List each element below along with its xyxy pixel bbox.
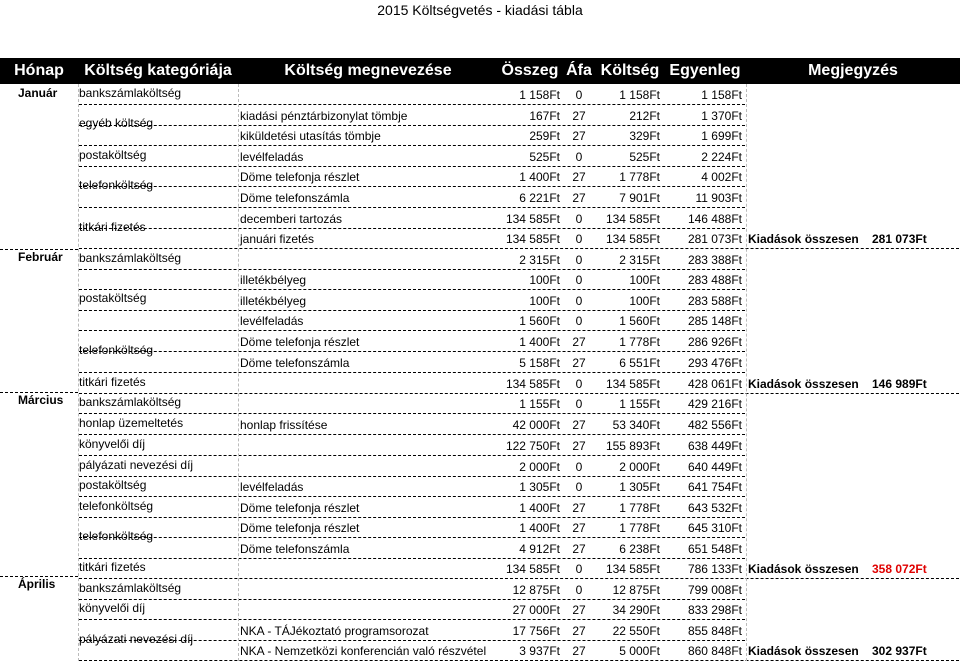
column-separator [746, 84, 747, 661]
item-amount: 167Ft [529, 109, 560, 123]
item-balance: 146 488Ft [687, 212, 742, 226]
item-vat: 0 [575, 397, 583, 411]
item-month-total: 302 937Ft [872, 644, 927, 658]
item-amount: 525Ft [529, 150, 560, 164]
row-separator [79, 351, 745, 352]
item-name: Döme telefonja részlet [240, 521, 360, 535]
row-separator [79, 186, 745, 187]
item-cost: 329Ft [629, 129, 660, 143]
category-cell: telefonköltség [79, 343, 154, 357]
item-balance: 281 073Ft [687, 232, 742, 246]
item-vat: 0 [575, 88, 583, 102]
item-cost: 34 290Ft [612, 603, 660, 617]
category-cell: egyéb költség [79, 116, 154, 130]
category-cell: telefonköltség [79, 529, 154, 543]
item-cost: 2 000Ft [619, 460, 660, 474]
item-vat: 0 [575, 460, 583, 474]
item-amount: 2 000Ft [519, 460, 560, 474]
item-cost: 1 560Ft [619, 314, 660, 328]
item-vat: 27 [572, 521, 586, 535]
item-name: januári fizetés [240, 232, 315, 246]
row-separator [79, 145, 745, 146]
item-vat: 0 [575, 150, 583, 164]
item-balance: 283 388Ft [687, 253, 742, 267]
item-month-total: 146 989Ft [872, 377, 927, 391]
item-balance: 428 061Ft [687, 377, 742, 391]
category-cell: pályázati nevezési díj [79, 632, 194, 646]
header-vat[interactable]: Áfa [566, 62, 592, 79]
item-cost: 1 305Ft [619, 480, 660, 494]
item-balance: 1 158Ft [701, 88, 742, 102]
row-separator [79, 330, 745, 331]
row-separator [79, 496, 745, 497]
row-separator [79, 578, 959, 579]
row-separator [79, 104, 745, 105]
item-balance: 4 002Ft [701, 170, 742, 184]
item-month-total: 358 072Ft [872, 562, 927, 576]
item-balance: 283 588Ft [687, 294, 742, 308]
item-vat: 0 [575, 232, 583, 246]
item-name: Döme telefonszámla [240, 191, 350, 205]
item-vat: 27 [572, 356, 586, 370]
item-vat: 0 [575, 212, 583, 226]
item-cost: 212Ft [629, 109, 660, 123]
category-cell: postaköltség [79, 478, 147, 492]
category-cell: postaköltség [79, 291, 147, 305]
category-cell: titkári fizetés [79, 560, 146, 574]
item-balance: 855 848Ft [687, 624, 742, 638]
item-vat: 0 [575, 583, 583, 597]
item-amount: 134 585Ft [505, 377, 560, 391]
item-cost: 6 238Ft [619, 542, 660, 556]
item-balance: 11 903Ft [695, 191, 742, 205]
item-month-total: 281 073Ft [872, 232, 927, 246]
item-amount: 1 560Ft [519, 314, 560, 328]
row-separator [79, 372, 745, 373]
item-vat: 0 [575, 253, 583, 267]
item-amount: 1 400Ft [519, 335, 560, 349]
header-note[interactable]: Megjegyzés [808, 62, 898, 79]
item-amount: 4 912Ft [519, 542, 560, 556]
item-name: Döme telefonja részlet [240, 170, 360, 184]
header-name[interactable]: Költség megnevezése [284, 62, 452, 79]
category-cell: telefonköltség [79, 499, 154, 513]
item-amount: 259Ft [529, 129, 560, 143]
item-vat: 0 [575, 562, 583, 576]
item-amount: 2 315Ft [519, 253, 560, 267]
item-balance: 860 848Ft [687, 644, 742, 658]
item-vat: 27 [572, 501, 586, 515]
row-separator [79, 619, 745, 620]
month-label-february: Február [18, 250, 63, 264]
item-cost: 1 778Ft [619, 501, 660, 515]
item-vat: 27 [572, 191, 586, 205]
row-separator [79, 248, 959, 249]
item-balance: 641 754Ft [687, 480, 742, 494]
item-note: Kiadások összesen [748, 232, 859, 246]
item-cost: 1 778Ft [619, 521, 660, 535]
row-separator [79, 289, 745, 290]
item-vat: 27 [572, 418, 586, 432]
item-amount: 5 158Ft [519, 356, 560, 370]
item-cost: 155 893Ft [605, 439, 660, 453]
item-vat: 27 [572, 170, 586, 184]
item-name: levélfeladás [240, 150, 304, 164]
item-cost: 12 875Ft [612, 583, 660, 597]
item-amount: 134 585Ft [505, 212, 560, 226]
item-amount: 1 305Ft [519, 480, 560, 494]
item-amount: 122 750Ft [505, 439, 560, 453]
item-amount: 100Ft [529, 273, 560, 287]
item-name: NKA - TÁJékoztató programsorozat [240, 624, 429, 638]
item-name: decemberi tartozás [240, 212, 343, 226]
item-name: illetékbélyeg [240, 273, 307, 287]
table-row[interactable] [0, 270, 960, 290]
item-cost: 2 315Ft [619, 253, 660, 267]
item-vat: 0 [575, 294, 583, 308]
item-cost: 134 585Ft [605, 212, 660, 226]
item-vat: 27 [572, 109, 586, 123]
category-cell: bankszámlaköltség [79, 581, 182, 595]
item-name: Döme telefonja részlet [240, 335, 360, 349]
row-separator [79, 455, 745, 456]
item-name: levélfeladás [240, 480, 304, 494]
item-vat: 27 [572, 644, 586, 658]
item-amount: 17 756Ft [512, 624, 560, 638]
item-amount: 1 400Ft [519, 170, 560, 184]
item-vat: 0 [575, 314, 583, 328]
item-note: Kiadások összesen [748, 562, 859, 576]
item-vat: 0 [575, 273, 583, 287]
category-cell: titkári fizetés [79, 220, 146, 234]
item-vat: 27 [572, 603, 586, 617]
item-cost: 1 158Ft [619, 88, 660, 102]
item-vat: 27 [572, 129, 586, 143]
row-separator [79, 413, 745, 414]
item-amount: 1 400Ft [519, 521, 560, 535]
item-amount: 12 875Ft [512, 583, 560, 597]
item-amount: 6 221Ft [519, 191, 560, 205]
header-month[interactable]: Hónap [14, 62, 64, 79]
item-balance: 429 216Ft [687, 397, 742, 411]
table-row[interactable] [0, 311, 960, 331]
item-note: Kiadások összesen [748, 644, 859, 658]
item-balance: 833 298Ft [687, 603, 742, 617]
header-amount[interactable]: Összeg [501, 62, 559, 79]
item-amount: 134 585Ft [505, 232, 560, 246]
item-cost: 1 778Ft [619, 335, 660, 349]
item-balance: 1 370Ft [701, 109, 742, 123]
item-cost: 53 340Ft [612, 418, 660, 432]
item-cost: 100Ft [629, 294, 660, 308]
item-cost: 22 550Ft [612, 624, 660, 638]
item-balance: 786 133Ft [687, 562, 742, 576]
item-name: honlap frissítése [240, 418, 328, 432]
item-cost: 1 778Ft [619, 170, 660, 184]
item-balance: 293 476Ft [687, 356, 742, 370]
item-cost: 5 000Ft [619, 644, 660, 658]
item-balance: 286 926Ft [687, 335, 742, 349]
item-balance: 283 488Ft [687, 273, 742, 287]
item-balance: 638 449Ft [687, 439, 742, 453]
item-cost: 7 901Ft [619, 191, 660, 205]
item-vat: 27 [572, 542, 586, 556]
item-vat: 0 [575, 480, 583, 494]
category-cell: könyvelői díj [79, 601, 146, 615]
item-cost: 134 585Ft [605, 232, 660, 246]
item-name: levélfeladás [240, 314, 304, 328]
item-note: Kiadások összesen [748, 377, 859, 391]
item-cost: 6 551Ft [619, 356, 660, 370]
category-cell: könyvelői díj [79, 437, 146, 451]
item-amount: 27 000Ft [512, 603, 560, 617]
header-category[interactable]: Költség kategóriája [84, 62, 232, 79]
row-separator [79, 537, 745, 538]
item-name: illetékbélyeg [240, 294, 307, 308]
header-cost[interactable]: Költség [600, 62, 660, 79]
category-cell: bankszámlaköltség [79, 86, 182, 100]
category-cell: bankszámlaköltség [79, 395, 182, 409]
item-cost: 134 585Ft [605, 562, 660, 576]
item-cost: 1 155Ft [619, 397, 660, 411]
item-name: Döme telefonszámla [240, 356, 350, 370]
item-name: Döme telefonszámla [240, 542, 350, 556]
item-name: Döme telefonja részlet [240, 501, 360, 515]
month-label-april: Április [18, 577, 56, 591]
item-amount: 3 937Ft [519, 644, 560, 658]
item-name: kiadási pénztárbizonylat tömbje [240, 109, 408, 123]
item-balance: 1 699Ft [701, 129, 742, 143]
item-amount: 100Ft [529, 294, 560, 308]
item-balance: 640 449Ft [687, 460, 742, 474]
row-separator [79, 207, 745, 208]
item-balance: 799 008Ft [687, 583, 742, 597]
item-name: kiküldetési utasítás tömbje [240, 129, 381, 143]
category-cell: bankszámlaköltség [79, 251, 182, 265]
item-cost: 525Ft [629, 150, 660, 164]
item-cost: 134 585Ft [605, 377, 660, 391]
item-cost: 100Ft [629, 273, 660, 287]
item-balance: 645 310Ft [687, 521, 742, 535]
header-balance[interactable]: Egyenleg [669, 62, 741, 79]
row-separator [79, 434, 745, 435]
item-amount: 134 585Ft [505, 562, 560, 576]
month-label-january: Január [18, 86, 58, 100]
page-title: 2015 Költségvetés - kiadási tábla [377, 2, 583, 18]
item-amount: 1 400Ft [519, 501, 560, 515]
category-cell: postaköltség [79, 148, 147, 162]
item-amount: 1 155Ft [519, 397, 560, 411]
category-cell: titkári fizetés [79, 375, 146, 389]
month-label-march: Március [18, 393, 64, 407]
category-cell: telefonköltség [79, 178, 154, 192]
category-cell: honlap üzemeltetés [79, 416, 184, 430]
item-vat: 27 [572, 439, 586, 453]
item-balance: 2 224Ft [701, 150, 742, 164]
column-separator [238, 84, 239, 661]
item-balance: 651 548Ft [687, 542, 742, 556]
item-balance: 643 532Ft [687, 501, 742, 515]
item-balance: 285 148Ft [687, 314, 742, 328]
item-vat: 27 [572, 624, 586, 638]
category-cell: pályázati nevezési díj [79, 458, 194, 472]
item-balance: 482 556Ft [687, 418, 742, 432]
item-name: NKA - Nemzetközi konferencián való részvétel [240, 644, 487, 658]
item-vat: 0 [575, 377, 583, 391]
item-amount: 1 158Ft [519, 88, 560, 102]
item-vat: 27 [572, 335, 586, 349]
item-amount: 42 000Ft [512, 418, 560, 432]
